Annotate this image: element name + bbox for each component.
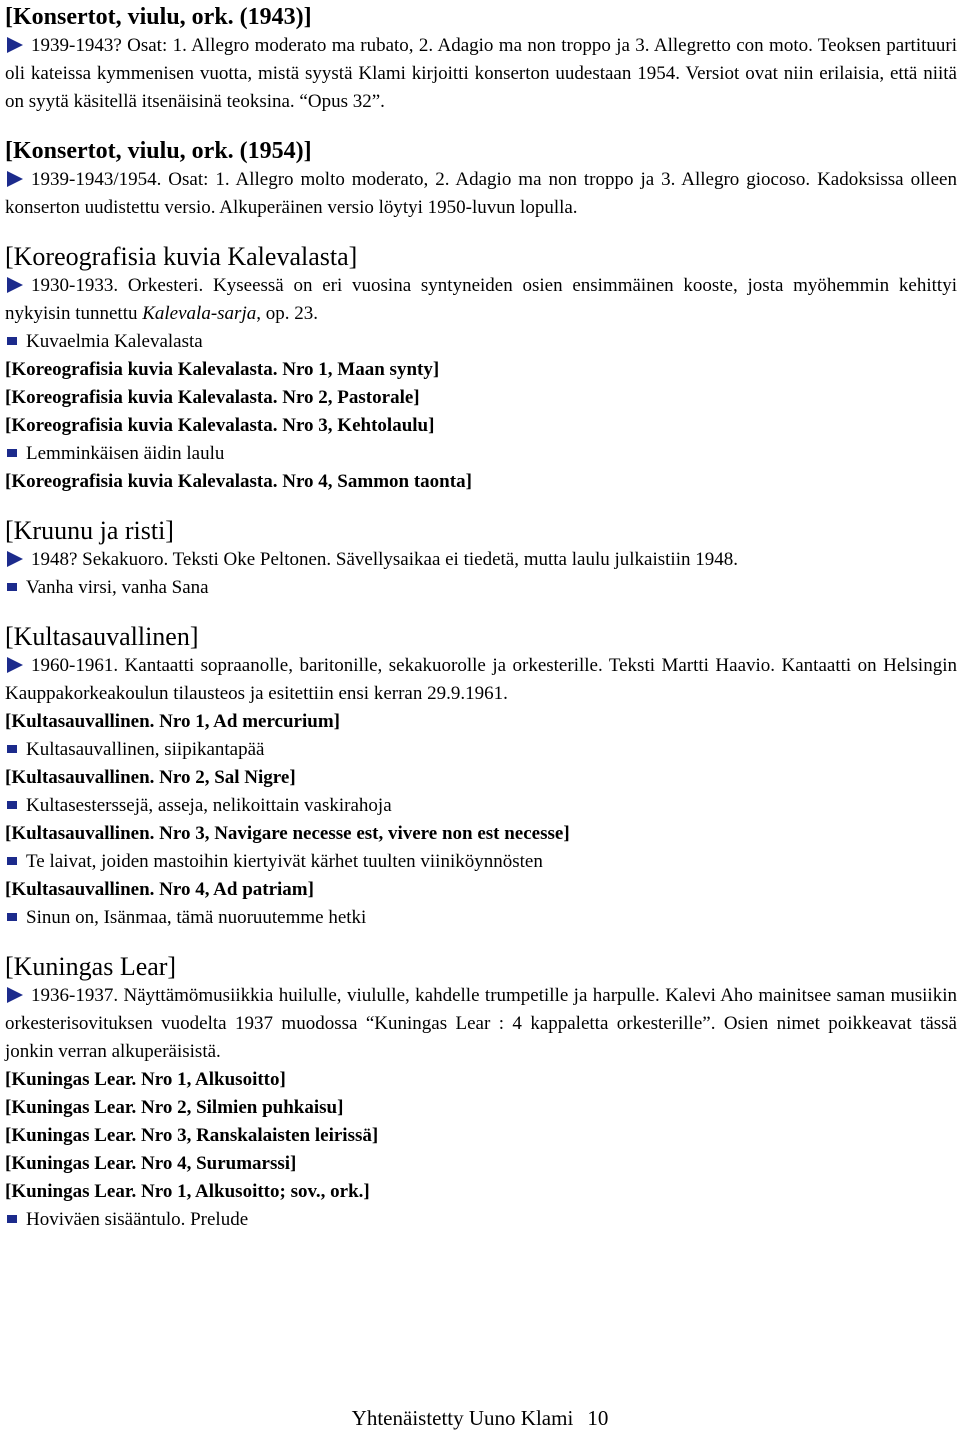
list-item: Kuvaelmia Kalevalasta — [5, 328, 957, 356]
square-icon — [7, 583, 17, 591]
square-icon — [7, 337, 17, 345]
triangle-right-icon — [7, 551, 23, 567]
entry-title: [Kruunu ja risti] — [5, 516, 174, 545]
list-item: [Kuningas Lear. Nro 2, Silmien puhkaisu] — [5, 1097, 344, 1118]
triangle-right-icon — [7, 171, 23, 187]
entry-title: [Konsertot, viulu, ork. (1954)] — [5, 138, 312, 164]
entry-title: [Kuningas Lear] — [5, 952, 177, 981]
entry-description: 1930-1933. Orkesteri. Kyseessä on eri vuosina syntyneiden osien ensimmäinen kooste, josta myöhemmin kehittyi nykyisin tunnettu Kalevala-sarja, op. 23. — [5, 275, 957, 324]
entry-description: 1939-1943/1954. Osat: 1. Allegro molto moderato, 2. Adagio ma non troppo ja 3. Allegro giocoso. Kadoksissa olleen konserton uudistettu versio. Alkuperäinen versio löytyi 1950-luvun lopulla. — [5, 169, 957, 218]
entry-kuningas-lear — [5, 952, 957, 1234]
list-item: [Koreografisia kuvia Kalevalasta. Nro 2, Pastorale] — [5, 387, 420, 408]
list-item: [Kultasauvallinen. Nro 2, Sal Nigre] — [5, 767, 296, 788]
list-item: [Kuningas Lear. Nro 1, Alkusoitto; sov., ork.] — [5, 1181, 370, 1202]
entry-description: 1936-1937. Näyttämömusiikkia huilulle, viululle, kahdelle trumpetille ja harpulle. Kalevi Aho mainitsee saman musiikin orkesterisovituksen vuodelta 1937 muodossa “Kuningas Lear : 4 kappaletta orkesterille”. Osien nimet poikkeavat tässä jonkin verran alkuperäisistä. — [5, 985, 957, 1062]
entry-description: 1939-1943? Osat: 1. Allegro moderato ma rubato, 2. Adagio ma non troppo ja 3. Allegretto con moto. Teoksen partituuri oli kateissa kymmenisen vuotta, mistä syystä Klami kirjoitti konserton uudestaan 1954. Versiot ovat niin erilaisia, että niitä on syytä käsitellä itsenäisinä teoksina. “Opus 32”. — [5, 35, 957, 112]
square-icon — [7, 745, 17, 753]
list-item: Te laivat, joiden mastoihin kiertyivät kärhet tuulten viiniköynnösten — [5, 848, 957, 876]
entry-kruunu-ja-risti — [5, 516, 957, 602]
triangle-right-icon — [7, 277, 23, 293]
list-item: Sinun on, Isänmaa, tämä nuoruutemme hetki — [5, 904, 957, 932]
entry-konsertot-1943 — [5, 2, 957, 116]
triangle-right-icon — [7, 37, 23, 53]
entry-koreografisia-kuvia — [5, 242, 957, 496]
list-item: [Kultasauvallinen. Nro 3, Navigare necesse est, vivere non est necesse] — [5, 823, 570, 844]
list-item: [Kultasauvallinen. Nro 4, Ad patriam] — [5, 879, 314, 900]
list-item: [Koreografisia kuvia Kalevalasta. Nro 1, Maan synty] — [5, 359, 440, 380]
entry-title: [Konsertot, viulu, ork. (1943)] — [5, 4, 312, 30]
square-icon — [7, 857, 17, 865]
list-item: Hoviväen sisääntulo. Prelude — [5, 1206, 957, 1234]
page-footer — [0, 1404, 960, 1432]
list-item: [Kultasauvallinen. Nro 1, Ad mercurium] — [5, 711, 340, 732]
list-item: [Kuningas Lear. Nro 1, Alkusoitto] — [5, 1069, 286, 1090]
list-item: Kultasauvallinen, siipikantapää — [5, 736, 957, 764]
list-item: [Kuningas Lear. Nro 3, Ranskalaisten leirissä] — [5, 1125, 379, 1146]
square-icon — [7, 913, 17, 921]
triangle-right-icon — [7, 657, 23, 673]
document-body — [5, 2, 957, 1234]
list-item: [Koreografisia kuvia Kalevalasta. Nro 3, Kehtolaulu] — [5, 415, 435, 436]
list-item: [Kuningas Lear. Nro 4, Surumarssi] — [5, 1153, 297, 1174]
square-icon — [7, 449, 17, 457]
page-number: 10 — [587, 1406, 609, 1430]
list-item: Vanha virsi, vanha Sana — [5, 574, 957, 602]
entry-konsertot-1954 — [5, 136, 957, 222]
square-icon — [7, 1215, 17, 1223]
footer-title: Yhtenäistetty Uuno Klami — [351, 1406, 574, 1430]
triangle-right-icon — [7, 987, 23, 1003]
entry-title: [Kultasauvallinen] — [5, 622, 199, 651]
list-item: Lemminkäisen äidin laulu — [5, 440, 957, 468]
entry-description: 1948? Sekakuoro. Teksti Oke Peltonen. Sävellysaikaa ei tiedetä, mutta laulu julkaistiin 1948. — [5, 546, 957, 574]
list-item: [Koreografisia kuvia Kalevalasta. Nro 4, Sammon taonta] — [5, 471, 472, 492]
square-icon — [7, 801, 17, 809]
list-item: Kultasesterssejä, asseja, nelikoittain vaskirahoja — [5, 792, 957, 820]
entry-kultasauvallinen — [5, 622, 957, 932]
entry-description: 1960-1961. Kantaatti sopraanolle, baritonille, sekakuorolle ja orkesterille. Teksti Martti Haavio. Kantaatti on Helsingin Kauppakorkeakoulun tilausteos ja esitettiin ensi kerran 29.9.1961. — [5, 655, 957, 704]
entry-title: [Koreografisia kuvia Kalevalasta] — [5, 242, 358, 271]
